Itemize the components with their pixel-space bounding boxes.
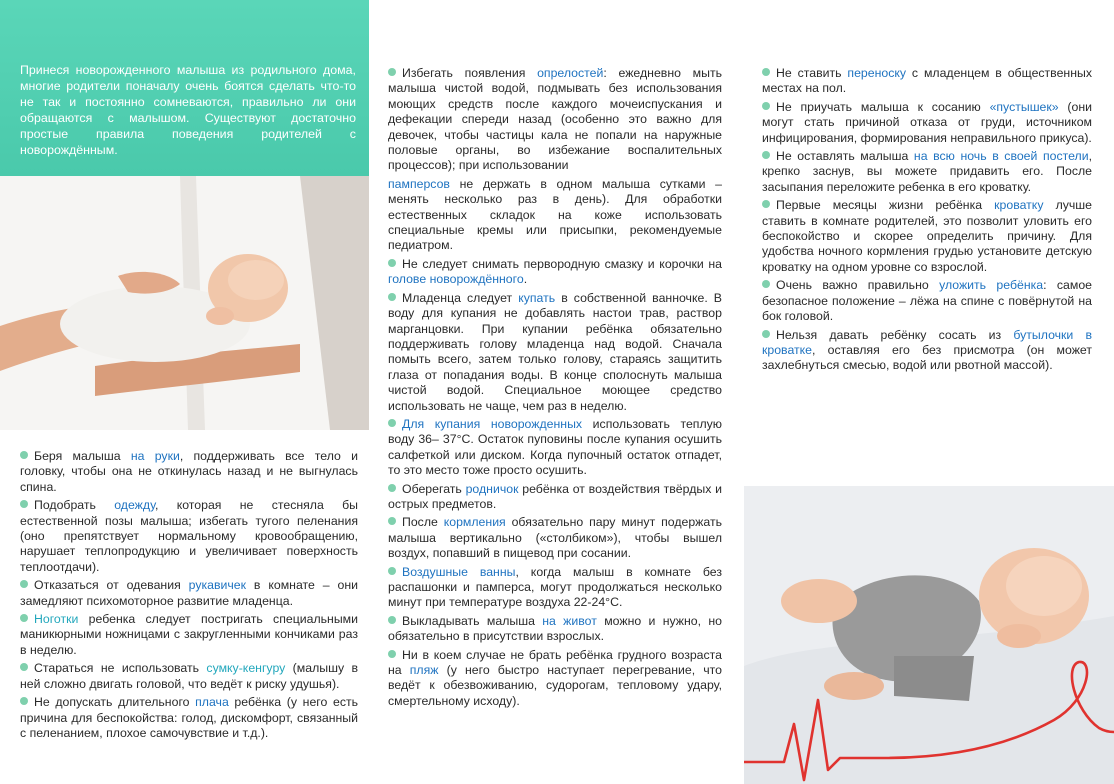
bullet-dot-icon: [762, 102, 770, 110]
heartbeat-line-decoration: [744, 640, 1114, 784]
rule-item: [762, 278, 1092, 324]
rule-item: [388, 482, 722, 513]
bullet-dot-icon: [388, 484, 396, 492]
highlighted-term: Для купания новорожденных: [402, 416, 583, 431]
rule-text: Нельзя давать ребёнку сосать из: [776, 327, 1014, 342]
rule-item: [20, 695, 358, 741]
bullet-dot-icon: [20, 451, 28, 459]
rule-text: Не ставить: [776, 66, 848, 80]
bullet-dot-icon: [20, 663, 28, 671]
bullet-dot-icon: [388, 517, 396, 525]
rule-item: [388, 417, 722, 479]
column-right: [762, 66, 1092, 377]
rule-text: ребёнка (у него есть причина для беспокойства: голод, дискомфорт, связанный с пеленанием, плохое самочувствие и т.д.).: [20, 695, 359, 740]
rule-item: [762, 66, 1092, 97]
rule-text: Первые месяцы жизни ребёнка: [776, 198, 995, 213]
bullet-dot-icon: [20, 500, 28, 508]
bullet-dot-icon: [388, 650, 396, 658]
bullet-dot-icon: [762, 200, 770, 208]
rule-text: : ежедневно мыть малыша чистой водой, подмывать без использования моющих средств после каждого мочеиспускания и дефекации спереди назад (особенно это важно для девочек, чтобы частицы кала не попали на наружные половые органы, во избежание воспалительных процессов); при использовании: [388, 66, 722, 173]
rule-item: [388, 66, 722, 174]
rule-text: Младенца следует: [402, 290, 519, 305]
highlighted-term: родничок: [465, 481, 519, 496]
highlighted-term: Воздушные ванны: [402, 564, 516, 579]
rule-text: , крепко заснув, вы можете придавить его. После засыпания переложите ребенка в его кроватку.: [762, 149, 1092, 194]
bullet-dot-icon: [762, 330, 770, 338]
rule-text: Не допускать длительного: [34, 695, 196, 710]
rule-item: [388, 614, 722, 645]
bullet-dot-icon: [388, 567, 396, 575]
highlighted-term: сумку-кенгуру: [206, 661, 286, 676]
rule-text: Не приучать малыша к сосанию: [776, 99, 990, 114]
rule-text: Не оставлять малыша: [776, 149, 914, 164]
rule-text: , оставляя его без присмотра (он может захлебнуться смесью, водой или рвотной массой).: [762, 342, 1092, 373]
rule-item: [762, 328, 1092, 374]
highlighted-term: «пустышек»: [989, 99, 1059, 114]
rule-item: [388, 648, 722, 710]
highlighted-term: памперсов: [388, 176, 450, 191]
highlighted-term: купать: [518, 290, 556, 305]
rule-text: Очень важно правильно: [776, 278, 940, 293]
rule-text: использовать теплую воду 36– 37°С. Остаток пуповины после купания осушить салфеткой или диском. Когда пупочный остаток отпадет, то это место тоже просто осушить.: [388, 416, 722, 478]
highlighted-term: рукавичек: [188, 578, 247, 593]
rule-text: : самое безопасное положение – лёжа на спине с повёрнутой на бок головой.: [762, 278, 1093, 324]
rule-item: [388, 291, 722, 414]
rule-text: ребёнка от воздействия твёрдых и острых предметов.: [388, 481, 723, 511]
highlighted-term: на руки: [130, 449, 180, 463]
highlighted-term: на всю ночь в своей постели: [913, 149, 1089, 164]
column-middle: [388, 66, 722, 712]
rule-item: [388, 257, 722, 288]
rule-text: Отказаться от одевания: [34, 578, 189, 593]
highlighted-term: голове новорождённого: [388, 272, 524, 287]
rule-item: [388, 177, 722, 254]
highlighted-term: кроватку: [994, 198, 1044, 213]
bullet-dot-icon: [388, 293, 396, 301]
highlighted-term: переноску: [847, 66, 907, 80]
rule-item: [20, 661, 358, 692]
bullet-dot-icon: [762, 68, 770, 76]
highlighted-term: на живот: [542, 613, 597, 628]
intro-panel: [0, 0, 369, 176]
rule-item: [20, 449, 358, 495]
rule-text: не держать в одном малыша сутками – менять несколько раз в день). Для обработки естественных складок на коже использовать специальные кремы или присыпки, рекомендуемые педиатром.: [388, 176, 722, 253]
bullet-dot-icon: [20, 614, 28, 622]
highlighted-term: уложить ребёнка: [939, 278, 1044, 293]
rule-text: в собственной ванночке. В воду для купания не добавлять настои трав, раствор марганцовки. При купании ребёнка обязательно поддерживать голову младенца над водой. Сначала помыть всего, затем только голову, стараясь защитить глаза от попадания воды. В конце сполоснуть малыша чистой водой. Специальное моющее средство использовать не чаще, чем раз в неделю.: [388, 290, 722, 413]
highlighted-term: плача: [195, 695, 229, 710]
rule-item: [762, 100, 1092, 146]
rule-text: После: [402, 515, 444, 530]
rule-text: лучше ставить в комнате родителей, это позволит уловить его беспокойство и скорее определить причину. Для удобства ночного кормления грудью установите детскую кроватку на одном уровне со взрослой.: [762, 198, 1093, 274]
rule-text: Подобрать: [34, 498, 115, 513]
highlighted-term: бутылочки в кроватке: [762, 327, 1092, 357]
rule-text: , когда малыш в комнате без распашонки и памперса, могут продолжаться несколько минут при температуре воздуха 22-24°С.: [388, 564, 723, 610]
column-left: [20, 449, 358, 744]
bullet-dot-icon: [762, 151, 770, 159]
highlighted-term: пляж: [409, 663, 439, 678]
rule-item: [762, 198, 1092, 275]
rule-text: Ни в коем случае не брать ребёнка грудного возраста на: [388, 647, 722, 678]
bullet-dot-icon: [20, 580, 28, 588]
bullet-dot-icon: [388, 616, 396, 624]
rule-item: [20, 498, 358, 575]
rule-text: , которая не стесняла бы естественной позы малыша; избегать тугого пеленания (оно препятствует нормальному кровообращению, нарушает теплопродукцию и увеличивает поверхность теплоотдачи).: [20, 498, 358, 574]
rule-text: обязательно пару минут подержать малыша вертикально («столбиком»), чтобы вышел воздух, попавший в пищевод при сосании.: [388, 515, 723, 561]
rule-text: Избегать появления: [402, 66, 538, 80]
bullet-dot-icon: [20, 697, 28, 705]
rule-text: Оберегать: [402, 481, 466, 496]
highlighted-term: Ноготки: [34, 612, 79, 627]
bullet-dot-icon: [762, 280, 770, 288]
rule-text: , поддерживать все тело и головку, чтобы она не откинулась назад и не выгнулась спина.: [20, 449, 358, 494]
bullet-dot-icon: [388, 419, 396, 427]
rule-text: Выкладывать малыша: [402, 613, 543, 628]
bullet-dot-icon: [388, 259, 396, 267]
rule-item: [20, 612, 358, 658]
bullet-dot-icon: [388, 68, 396, 76]
rule-text: (малышу в ней сложно двигать головой, что ведёт к риску удушья).: [20, 661, 359, 691]
rule-item: [388, 515, 722, 561]
highlighted-term: кормления: [443, 515, 506, 530]
rule-text: Стараться не использовать: [34, 661, 207, 676]
rule-item: [20, 578, 358, 609]
rule-text: ребенка следует постригать специальными маникюрными ножницами с закругленными кончиками раз в неделю.: [20, 612, 358, 657]
rule-item: [762, 149, 1092, 195]
parent-holding-baby-photo: [0, 176, 369, 430]
highlighted-term: одежду: [114, 498, 155, 513]
rule-text: (они могут стать причиной отказа от груди, источником инфицирования, формирования неправильного прикуса).: [762, 99, 1093, 145]
rule-text: .: [523, 272, 528, 287]
rule-text: в комнате – они замедляют психомоторное развитие младенца.: [20, 578, 358, 608]
rule-text: (у него быстро наступает перегревание, что ведёт к обезвоживанию, судорогам, тепловому удару, смертельному исходу).: [388, 663, 722, 708]
intro-text: Принеся новорожденного малыша из родильного дома, многие родители поначалу очень боятся сделать что-то не так и постоянно сомневаются, правильно ли они обращаются с малышом. Существуют достаточно простые правила поведения родителей с новорождённым.: [20, 63, 356, 157]
rule-text: с младенцем в общественных местах на пол.: [762, 66, 1092, 96]
rule-text: можно и нужно, но обязательно в присутствии взрослых.: [388, 613, 722, 644]
rule-item: [388, 565, 722, 611]
rule-text: Беря малыша: [34, 449, 131, 463]
rule-text: Не следует снимать первородную смазку и корочки на: [402, 256, 722, 271]
highlighted-term: опрелостей: [537, 66, 604, 80]
